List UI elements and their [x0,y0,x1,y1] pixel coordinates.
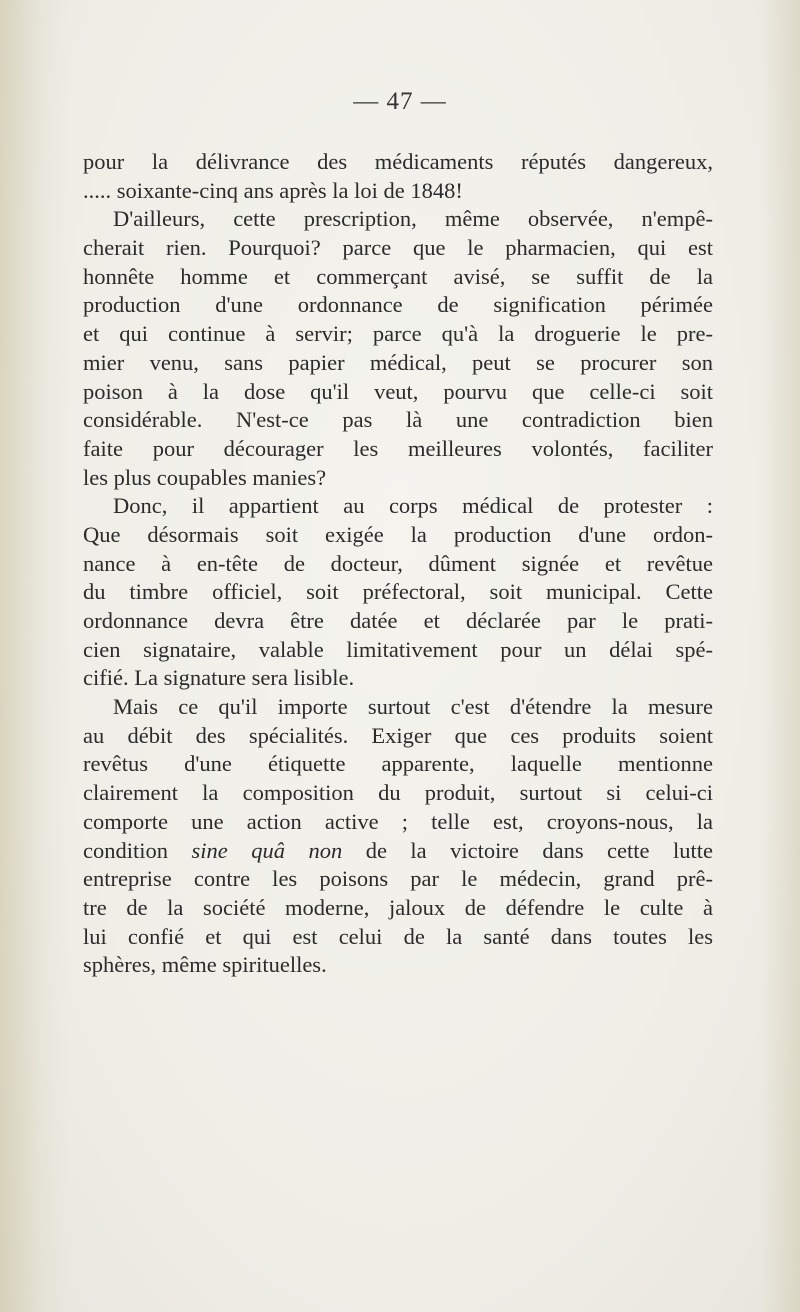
text-line: D'ailleurs, cette prescription, même observée, n'empê- [113,206,713,232]
text-line: mier venu, sans papier médical, peut se procurer son [83,349,713,375]
latin-phrase: sine quâ non [191,837,343,863]
text-line: poison à la dose qu'il veut, pourvu que celle-ci soit [83,378,713,404]
page-number: — 47 — [353,88,447,115]
text-line: Donc, il appartient au corps médical de protester : [113,493,713,519]
text-line: revêtus d'une étiquette apparente, laquelle mentionne [83,751,713,777]
text-line: cherait rien. Pourquoi? parce que le pharmacien, qui est [83,235,713,261]
text-line: considérable. N'est-ce pas là une contradiction bien [83,407,713,433]
text-line: du timbre officiel, soit préfectoral, soit municipal. Cette [83,579,713,605]
text-line: ordonnance devra être datée et déclarée par le prati- [83,608,713,633]
text-line: au débit des spécialités. Exiger que ces produits soient [83,722,713,748]
text-line: lui confié et qui est celui de la santé dans toutes les [83,923,713,949]
text-line: cien signataire, valable limitativement pour un délai spé- [83,636,713,662]
text-line: Que désormais soit exigée la production d'une ordon- [83,521,713,547]
body-text [83,148,713,980]
text-line: tre de la société moderne, jaloux de défendre le culte à [83,894,713,920]
text-line: production d'une ordonnance de signification périmée [83,292,713,318]
right-margin-stain [760,0,800,1312]
text-line: pour la délivrance des médicaments réputés dangereux, [83,149,713,174]
left-margin-stain [0,0,70,1312]
text-line: clairement la composition du produit, surtout si celui-ci [83,780,713,806]
text-line: honnête homme et commerçant avisé, se suffit de la [83,263,713,289]
text-line: et qui continue à servir; parce qu'à la droguerie le pre- [83,321,713,347]
text-segment: condition [83,837,168,863]
text-line: nance à en-tête de docteur, dûment signée et revêtue [83,550,713,576]
text-line: les plus coupables manies? [83,464,327,490]
text-line: ..... soixante-cinq ans après la loi de 1848! [83,177,463,203]
text-segment: de la victoire dans cette lutte [365,837,713,863]
text-line: sphères, même spirituelles. [83,952,327,978]
text-line [83,837,713,866]
text-line: cifié. La signature sera lisible. [83,665,355,691]
text-line: faite pour décourager les meilleures volontés, faciliter [83,435,713,461]
text-line: Mais ce qu'il importe surtout c'est d'étendre la mesure [113,694,713,720]
text-line: entreprise contre les poisons par le médecin, grand prê- [83,866,713,892]
text-line: comporte une action active ; telle est, croyons-nous, la [83,808,713,834]
